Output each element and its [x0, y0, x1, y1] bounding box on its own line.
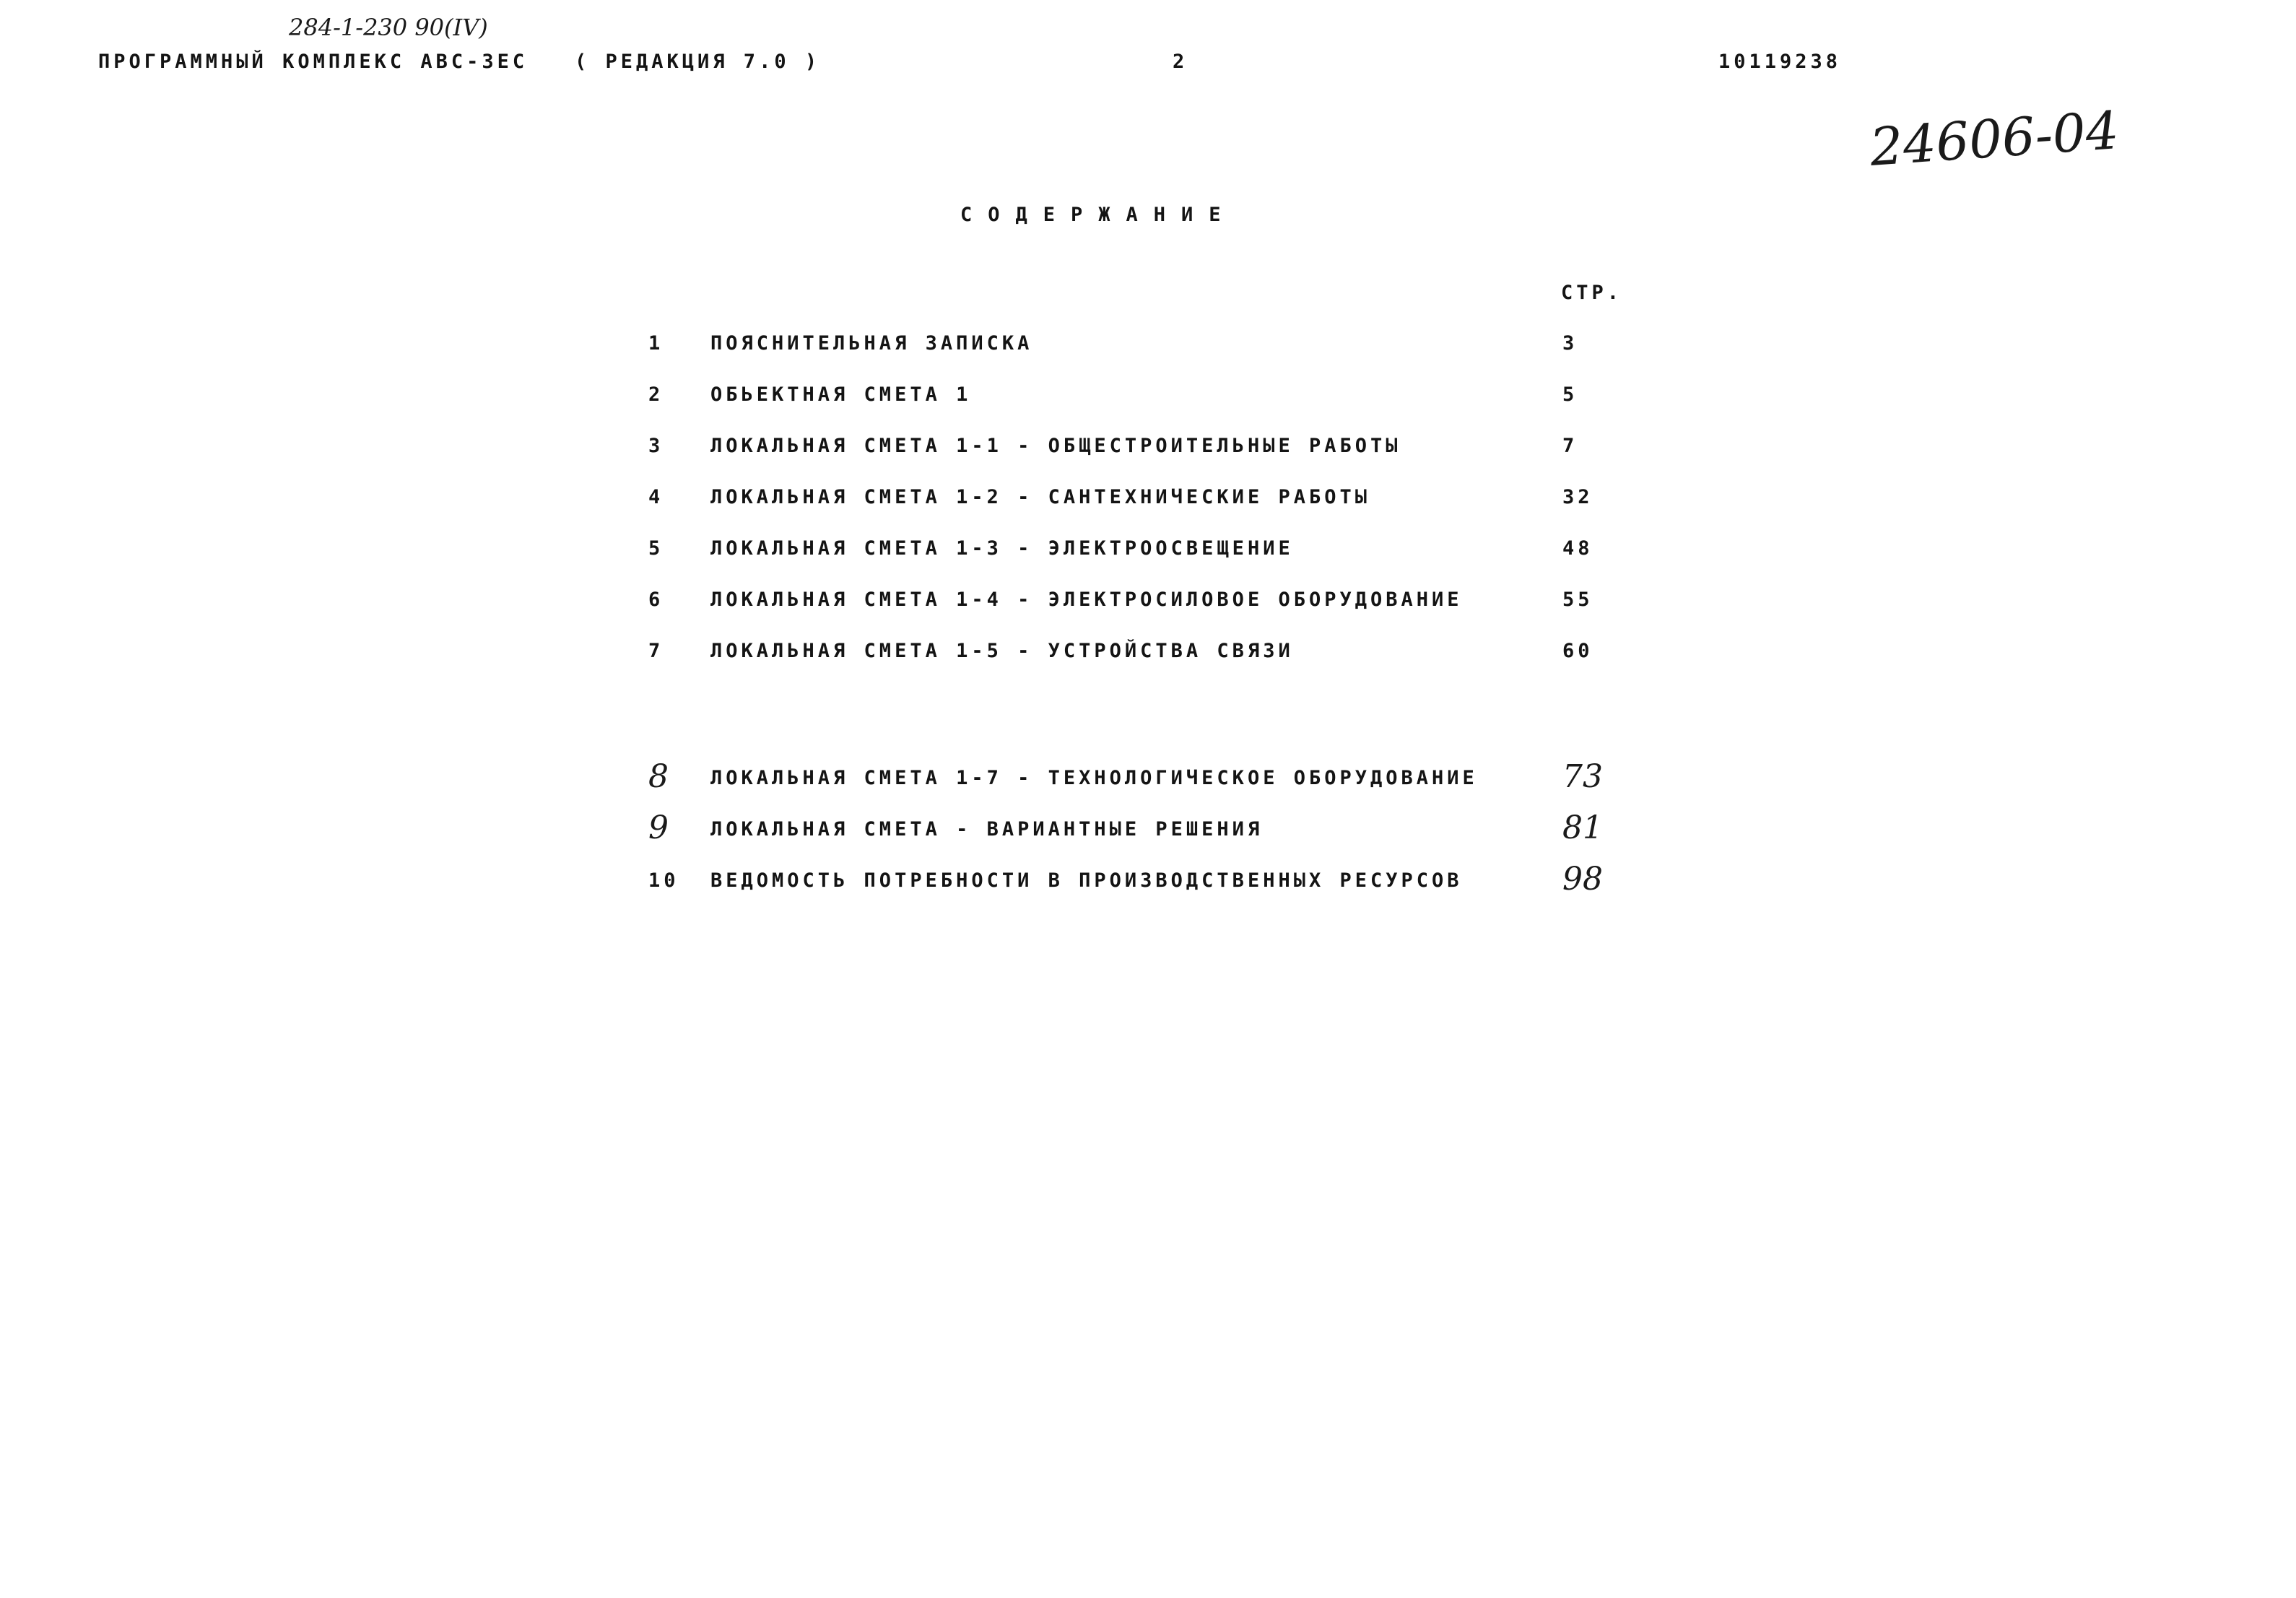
toc-row [0, 385, 2296, 414]
toc-item-title: ЛОКАЛЬНАЯ СМЕТА 1-5 - УСТРОЙСТВА СВЯЗИ [710, 640, 1294, 662]
toc-item-page: 98 [1562, 861, 1603, 898]
page-number: 2 [1173, 51, 1188, 73]
toc-item-number: 8 [648, 758, 669, 795]
page-title: СОДЕРЖАНИЕ [960, 204, 1237, 226]
toc-row [0, 809, 2296, 848]
toc-item-title: ЛОКАЛЬНАЯ СМЕТА 1-7 - ТЕХНОЛОГИЧЕСКОЕ ОБОРУДОВАНИЕ [710, 767, 1478, 789]
toc-item-page: 55 [1562, 589, 1593, 611]
toc-row [0, 487, 2296, 516]
toc-item-page: 5 [1562, 383, 1578, 406]
toc-item-page: 32 [1562, 486, 1593, 508]
toc-row [0, 334, 2296, 362]
toc-item-title: ПОЯСНИТЕЛЬНАЯ ЗАПИСКА [710, 332, 1033, 355]
toc-item-page: 48 [1562, 537, 1593, 560]
page-column-header: СТР. [1561, 282, 1623, 304]
toc-item-page: 3 [1562, 332, 1578, 355]
toc-item-page: 81 [1562, 809, 1603, 846]
toc-item-number: 6 [648, 589, 664, 611]
toc-row [0, 436, 2296, 465]
toc-item-number: 2 [648, 383, 664, 406]
document-code: 10119238 [1718, 51, 1842, 73]
toc-row [0, 590, 2296, 619]
toc-item-title: ОБЬЕКТНАЯ СМЕТА 1 [710, 383, 972, 406]
toc-row [0, 758, 2296, 797]
toc-item-number: 5 [648, 537, 664, 560]
toc-item-number: 9 [648, 809, 669, 846]
toc-item-page: 73 [1562, 758, 1603, 795]
toc-item-number: 1 [648, 332, 664, 355]
toc-item-number: 4 [648, 486, 664, 508]
edition-label: ( РЕДАКЦИЯ 7.0 ) [575, 51, 821, 73]
toc-item-title: ЛОКАЛЬНАЯ СМЕТА 1-3 - ЭЛЕКТРООСВЕЩЕНИЕ [710, 537, 1294, 560]
toc-row [0, 539, 2296, 568]
handwritten-archive-number: 24606-04 [1868, 100, 2121, 178]
toc-item-title: ЛОКАЛЬНАЯ СМЕТА 1-2 - САНТЕХНИЧЕСКИЕ РАБОТЫ [710, 486, 1370, 508]
toc-item-title: ЛОКАЛЬНАЯ СМЕТА - ВАРИАНТНЫЕ РЕШЕНИЯ [710, 818, 1264, 841]
toc-item-title: ЛОКАЛЬНАЯ СМЕТА 1-4 - ЭЛЕКТРОСИЛОВОЕ ОБОРУДОВАНИЕ [710, 589, 1463, 611]
handwritten-document-number: 284-1-230 90(IV) [289, 14, 488, 41]
toc-item-title: ЛОКАЛЬНАЯ СМЕТА 1-1 - ОБЩЕСТРОИТЕЛЬНЫЕ РАБОТЫ [710, 435, 1401, 457]
program-name: ПРОГРАММНЫЙ КОМПЛЕКС АВС-3ЕС [98, 51, 529, 73]
toc-item-page: 60 [1562, 640, 1593, 662]
toc-row [0, 861, 2296, 900]
toc-item-number: 7 [648, 640, 664, 662]
toc-item-title: ВЕДОМОСТЬ ПОТРЕБНОСТИ В ПРОИЗВОДСТВЕННЫХ РЕСУРСОВ [710, 869, 1463, 892]
toc-item-page: 7 [1562, 435, 1578, 457]
toc-row [0, 641, 2296, 670]
toc-item-number: 3 [648, 435, 664, 457]
toc-item-number: 10 [648, 869, 679, 892]
